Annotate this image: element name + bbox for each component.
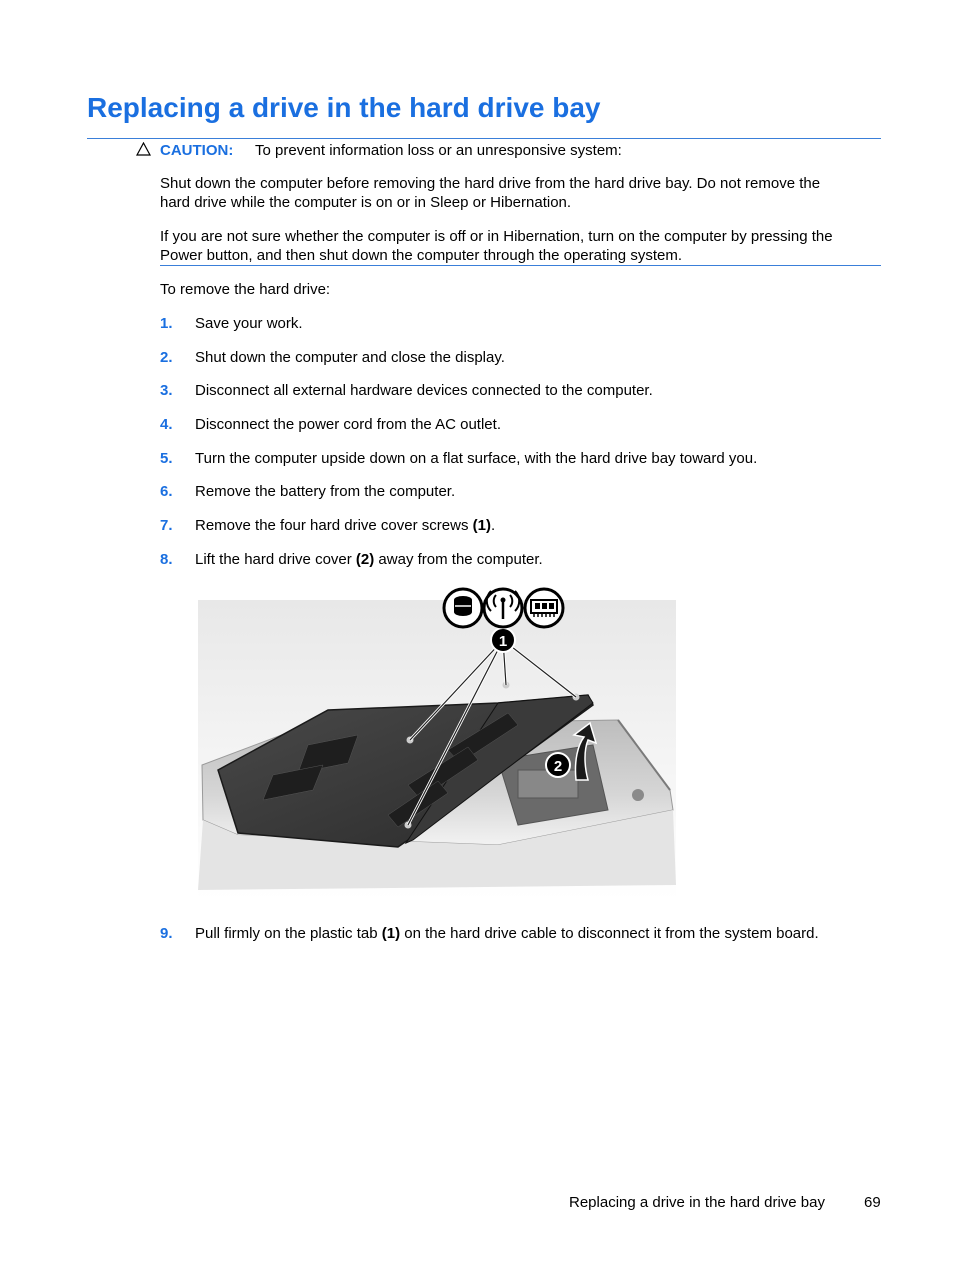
- step-text-pre: Pull firmly on the plastic tab: [195, 925, 382, 942]
- caution-triangle-icon: [136, 142, 151, 156]
- step-number: 6.: [160, 483, 173, 500]
- title-rule: [87, 138, 881, 139]
- step-text-post: on the hard drive cable to disconnect it from the system board.: [400, 925, 819, 942]
- step-text: Remove the battery from the computer.: [195, 483, 456, 500]
- footer-section-title: Replacing a drive in the hard drive bay: [569, 1194, 825, 1211]
- caution-text: To prevent information loss or an unresponsive system:: [255, 142, 622, 159]
- step-text: Shut down the computer and close the display.: [195, 349, 505, 366]
- step-number: 7.: [160, 517, 173, 534]
- step-text: Save your work.: [195, 315, 303, 332]
- step-text: [195, 924, 819, 943]
- caution-paragraph-2-line-2: Power button, and then shut down the computer through the operating system.: [160, 247, 682, 264]
- step-number: 8.: [160, 551, 173, 568]
- step-callout: (1): [381, 925, 401, 942]
- step-text: [195, 550, 543, 569]
- wireless-icon: [484, 589, 522, 627]
- memory-icon: [525, 589, 563, 627]
- step-text: Turn the computer upside down on a flat surface, with the hard drive bay toward you.: [195, 450, 758, 467]
- step-text: [195, 516, 495, 535]
- step-callout: (1): [472, 517, 491, 534]
- step-text: Disconnect the power cord from the AC outlet.: [195, 416, 501, 433]
- callout-1: [491, 628, 515, 652]
- hard-drive-cover-illustration: [198, 585, 680, 903]
- callout-2-label: 2: [553, 758, 563, 775]
- step-text-post: .: [490, 517, 496, 534]
- caution-paragraph-1-line-2: hard drive while the computer is on or in Sleep or Hibernation.: [160, 194, 572, 211]
- step-callout: (2): [355, 551, 375, 568]
- callout-2: [546, 753, 570, 777]
- step-number: 1.: [160, 315, 173, 332]
- step-text: Disconnect all external hardware devices connected to the computer.: [195, 382, 653, 399]
- step-text-pre: Lift the hard drive cover: [195, 551, 356, 568]
- hard-drive-icon: [444, 589, 482, 627]
- step-text-post: away from the computer.: [374, 551, 543, 568]
- caution-label: CAUTION:: [160, 142, 234, 159]
- step-number: 5.: [160, 450, 173, 467]
- step-number: 9.: [160, 925, 173, 942]
- page-title: Replacing a drive in the hard drive bay: [87, 92, 601, 123]
- step-text-pre: Remove the four hard drive cover screws: [195, 517, 473, 534]
- footer-page-number: 69: [864, 1194, 881, 1211]
- caution-paragraph-1-line-1: Shut down the computer before removing the hard drive from the hard drive bay. Do not remove the: [160, 175, 821, 192]
- caution-paragraph-2-line-1: If you are not sure whether the computer is off or in Hibernation, turn on the computer by pressing the: [160, 228, 833, 245]
- intro-text: To remove the hard drive:: [160, 281, 331, 298]
- step-number: 3.: [160, 382, 173, 399]
- step-number: 2.: [160, 349, 173, 366]
- caution-rule: [160, 265, 881, 266]
- step-number: 4.: [160, 416, 173, 433]
- callout-1-label: 1: [498, 633, 508, 650]
